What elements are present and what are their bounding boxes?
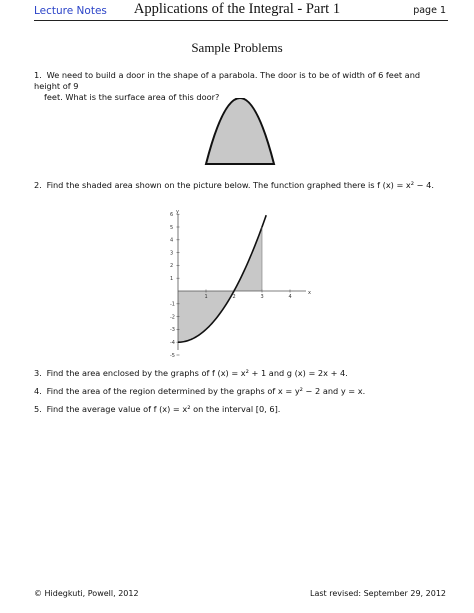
x-axis-label: x <box>308 290 311 296</box>
problem-text: We need to build a door in the shape of a parabola. The door is to be of width of 6 feet and height of 9 <box>34 70 421 91</box>
problem-2 <box>34 180 434 191</box>
section-title: Sample Problems <box>191 40 283 55</box>
problem-number: 3. <box>34 368 42 378</box>
problem-number: 1. <box>34 70 42 80</box>
page-header <box>0 0 474 22</box>
y-tick-label: 1 <box>170 276 174 282</box>
lecture-notes-label: Lecture Notes <box>34 5 107 17</box>
problem-text-cont: feet. What is the surface area of this door? <box>44 92 220 102</box>
parabola-door-figure <box>200 98 280 168</box>
x-tick-label: 3 <box>260 294 264 300</box>
x-tick-label: 4 <box>288 294 292 300</box>
y-axis-label: y <box>176 209 179 215</box>
problem-3 <box>34 368 348 379</box>
copyright-footer: © Hidegkuti, Powell, 2012 <box>34 589 139 598</box>
problem-5 <box>34 404 280 415</box>
y-tick-label: 4 <box>170 237 174 244</box>
page-number: page 1 <box>413 5 446 16</box>
problem-text: Find the area enclosed by the graphs of f (x) = x² + 1 and g (x) = 2x + 4. <box>46 368 348 378</box>
function-graph <box>170 208 320 358</box>
problem-number: 2. <box>34 180 42 190</box>
x-tick-label: 2 <box>232 294 236 300</box>
problem-number: 5. <box>34 404 42 414</box>
y-tick-label: -2 <box>170 314 175 321</box>
y-tick-label: 5 <box>170 224 174 231</box>
document-title: Applications of the Integral - Part 1 <box>133 1 341 17</box>
parabola-door-fill <box>206 98 274 164</box>
problem-4 <box>34 386 365 397</box>
x-tick-label: 1 <box>204 294 208 300</box>
revision-date-footer: Last revised: September 29, 2012 <box>310 589 446 598</box>
y-tick-label: 3 <box>170 250 174 257</box>
y-tick-label: 2 <box>170 263 174 270</box>
y-tick-label: -1 <box>170 301 175 308</box>
problem-text: Find the area of the region determined by the graphs of x = y² − 2 and y = x. <box>46 386 366 396</box>
y-tick-label: 6 <box>170 212 174 218</box>
problem-text: Find the shaded area shown on the picture below. The function graphed there is f (x) = x² − 4. <box>46 180 434 190</box>
y-tick-label: -4 <box>170 340 175 346</box>
header-rule <box>34 20 448 21</box>
problem-number: 4. <box>34 386 42 396</box>
y-tick-label: -5 <box>170 352 175 358</box>
y-tick-label: -3 <box>170 327 175 334</box>
problem-text: Find the average value of f (x) = x² on the interval [0, 6]. <box>46 404 281 414</box>
